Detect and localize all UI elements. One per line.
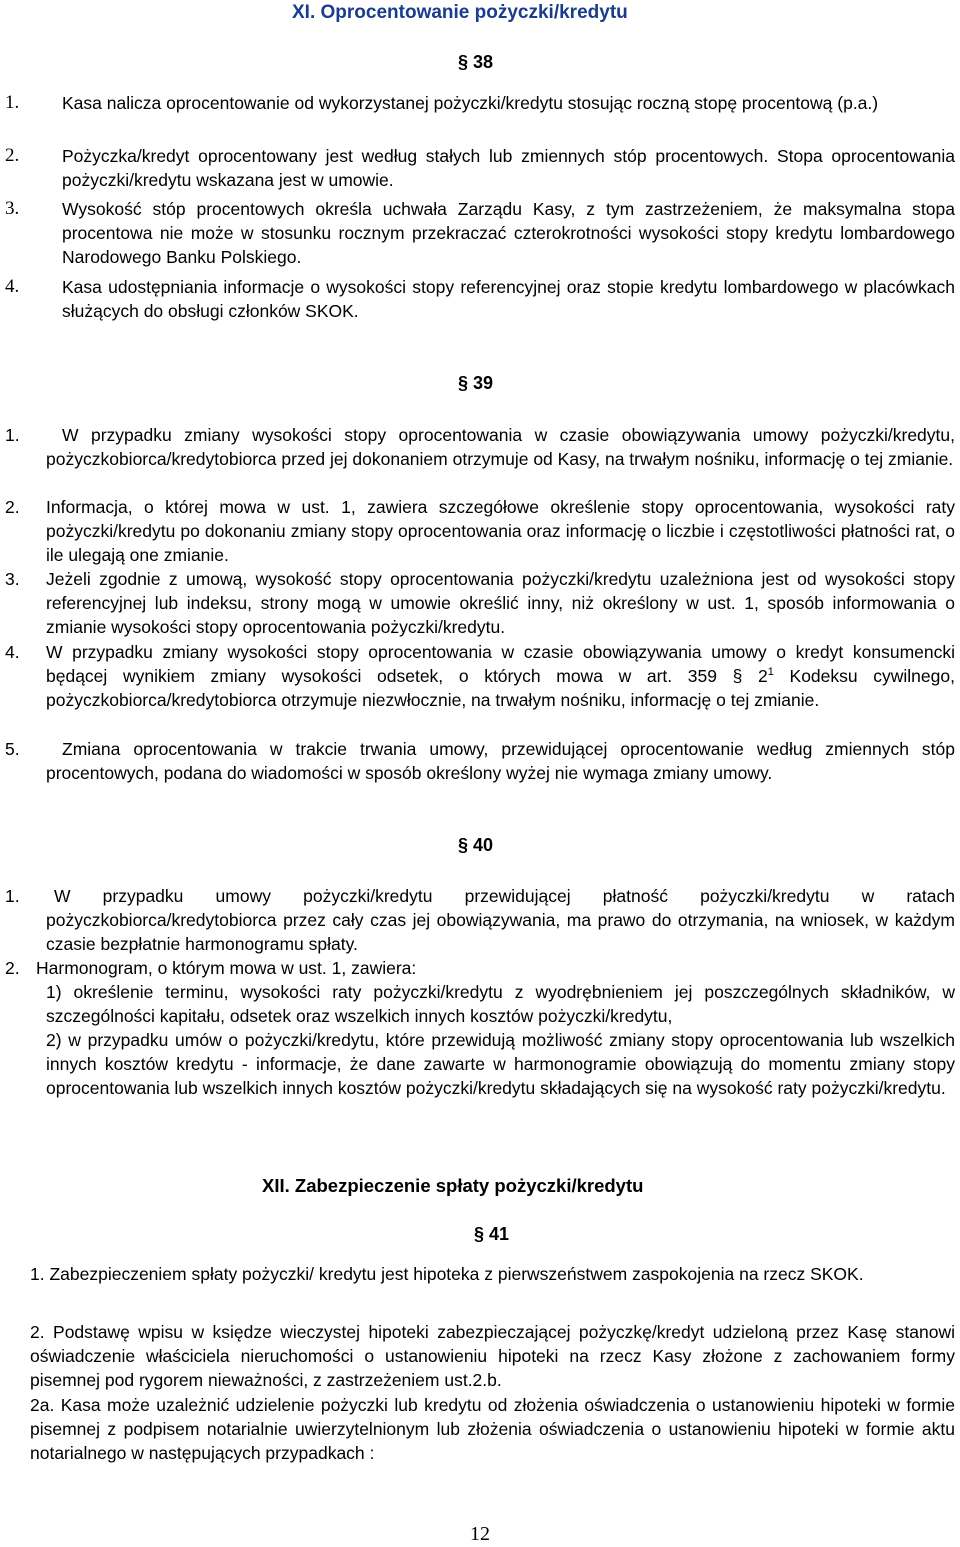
par39-item1-text: W przypadku zmiany wysokości stopy oprocentowania w czasie obowiązywania umowy pożyczki/kredytu, pożyczkobiorca/kredytobiorca przed jej dokonaniem otrzymuje od Kasy, na trwałym nośniku, informację o tej zmianie. xyxy=(46,425,955,469)
paragraph-38-label: § 38 xyxy=(458,52,494,72)
par39-item2-text: Informacja, o której mowa w ust. 1, zawiera szczegółowe określenie stopy oprocentowania, wysokości raty pożyczki/kredytu po dokonaniu zmiany stopy oprocentowania oraz informację o liczbie i częstotliwości płatności rat, o ile ulegają one zmianie. xyxy=(46,497,955,565)
par38-item3-text: Wysokość stóp procentowych określa uchwała Zarządu Kasy, z tym zastrzeżeniem, że maksymalna stopa procentowa nie może w stosunku rocznym przekraczać czterokrotności wysokości stopy kredytu lombardowego Narodowego Banku Polskiego. xyxy=(62,199,955,267)
par38-item3-num: 3. xyxy=(5,198,20,219)
par39-item3-text: Jeżeli zgodnie z umową, wysokość stopy oprocentowania pożyczki/kredytu uzależniona jest od wysokości stopy referencyjnej lub indeksu, strony mogą w umowie określić inny, niż określony w ust. 1, sposób informowania o zmianie wysokości stopy oprocentowania pożyczki/kredytu. xyxy=(46,569,955,637)
paragraph-41-label: § 41 xyxy=(474,1224,510,1244)
par39-item1-num: 1. xyxy=(5,425,20,445)
par38-item2-text: Pożyczka/kredyt oprocentowany jest według stałych lub zmiennych stóp procentowych. Stopa oprocentowania pożyczki/kredytu wskazana jest w umowie. xyxy=(62,146,955,190)
par39-item4-num: 4. xyxy=(5,642,20,662)
par38-item2-num: 2. xyxy=(5,145,20,166)
par39-item5-num: 5. xyxy=(5,739,20,759)
par39-item3-num: 3. xyxy=(5,569,20,589)
par40-item1-text: W przypadku umowy pożyczki/kredytu przewidującej płatność pożyczki/kredytu w ratach pożyczkobiorca/kredytobiorca przez cały czas jej obowiązywania, ma prawo do otrzymania, na wniosek, w każdym czasie bezpłatnie harmonogramu spłaty. xyxy=(46,886,955,954)
par41-item2: 2. Podstawę wpisu w księdze wieczystej hipoteki zabezpieczającej pożyczkę/kredyt udzieloną przez Kasę stanowi oświadczenie właściciela nieruchomości o ustanowieniu hipoteki na rzecz Kasy złożone z zachowaniem formy pisemnej pod rygorem nieważności, z zastrzeżeniem ust.2.b. xyxy=(30,1322,955,1390)
paragraph-40-label: § 40 xyxy=(458,835,494,855)
par39-item2-num: 2. xyxy=(5,497,20,517)
par41-item2a: 2a. Kasa może uzależnić udzielenie pożyczki lub kredytu od złożenia oświadczenia o ustanowieniu hipoteki w formie pisemnej z podpisem notarialnie uwierzytelnionym lub złożenia oświadczenia o ustanowieniu hipoteki w formie aktu notarialnego w następujących przypadkach : xyxy=(30,1395,955,1463)
par41-item1: 1. Zabezpieczeniem spłaty pożyczki/ kredytu jest hipoteka z pierwszeństwem zaspokojenia na rzecz SKOK. xyxy=(30,1264,864,1284)
par40-subitem2: 2) w przypadku umów o pożyczki/kredytu, które przewidują możliwość zmiany stopy oprocentowania lub wszelkich innych kosztów kredytu - informacje, że dane zawarte w harmonogramie obowiązują do momentu zmiany stopy oprocentowania lub wszelkich innych kosztów pożyczki/kredytu składających się na wysokość raty pożyczki/kredytu. xyxy=(46,1030,955,1098)
par38-item1-text: Kasa nalicza oprocentowanie od wykorzystanej pożyczki/kredytu stosując roczną stopę procentową (p.a.) xyxy=(62,93,879,113)
page-number: 12 xyxy=(470,1523,490,1545)
par40-item2-num: 2. xyxy=(5,958,20,978)
section-xii-title: XII. Zabezpieczenie spłaty pożyczki/kredytu xyxy=(262,1175,644,1196)
par38-item1-num: 1. xyxy=(5,92,20,113)
par39-item5-text: Zmiana oprocentowania w trakcie trwania umowy, przewidującej oprocentowanie według zmiennych stóp procentowych, podana do wiadomości w sposób określony wyżej nie wymaga zmiany umowy. xyxy=(46,739,955,783)
section-xi-title: XI. Oprocentowanie pożyczki/kredytu xyxy=(292,2,628,23)
par40-subitem1: 1) określenie terminu, wysokości raty pożyczki/kredytu z wyodrębnieniem jej poszczególnych składników, w szczególności kapitału, odsetek oraz wszelkich innych kosztów pożyczki/kredytu, xyxy=(46,982,955,1026)
par40-item2-text: Harmonogram, o którym mowa w ust. 1, zawiera: xyxy=(36,958,417,978)
par40-item1-num: 1. xyxy=(5,886,20,906)
par38-item4-text: Kasa udostępniania informacje o wysokości stopy referencyjnej oraz stopie kredytu lombardowego w placówkach służących do obsługi członków SKOK. xyxy=(62,277,955,321)
par38-item4-num: 4. xyxy=(5,276,20,297)
paragraph-39-label: § 39 xyxy=(458,373,494,393)
par39-item4-text: W przypadku zmiany wysokości stopy oprocentowania w czasie obowiązywania umowy o kredyt konsumencki będącej wynikiem zmiany wysokości odsetek, o których mowa w art. 359 § $2^1$ Kodeksu cywilnego, pożyczkobiorca/kredytobiorca otrzymuje niezwłocznie, na trwałym nośniku, informację o tej zmianie. xyxy=(46,642,955,710)
